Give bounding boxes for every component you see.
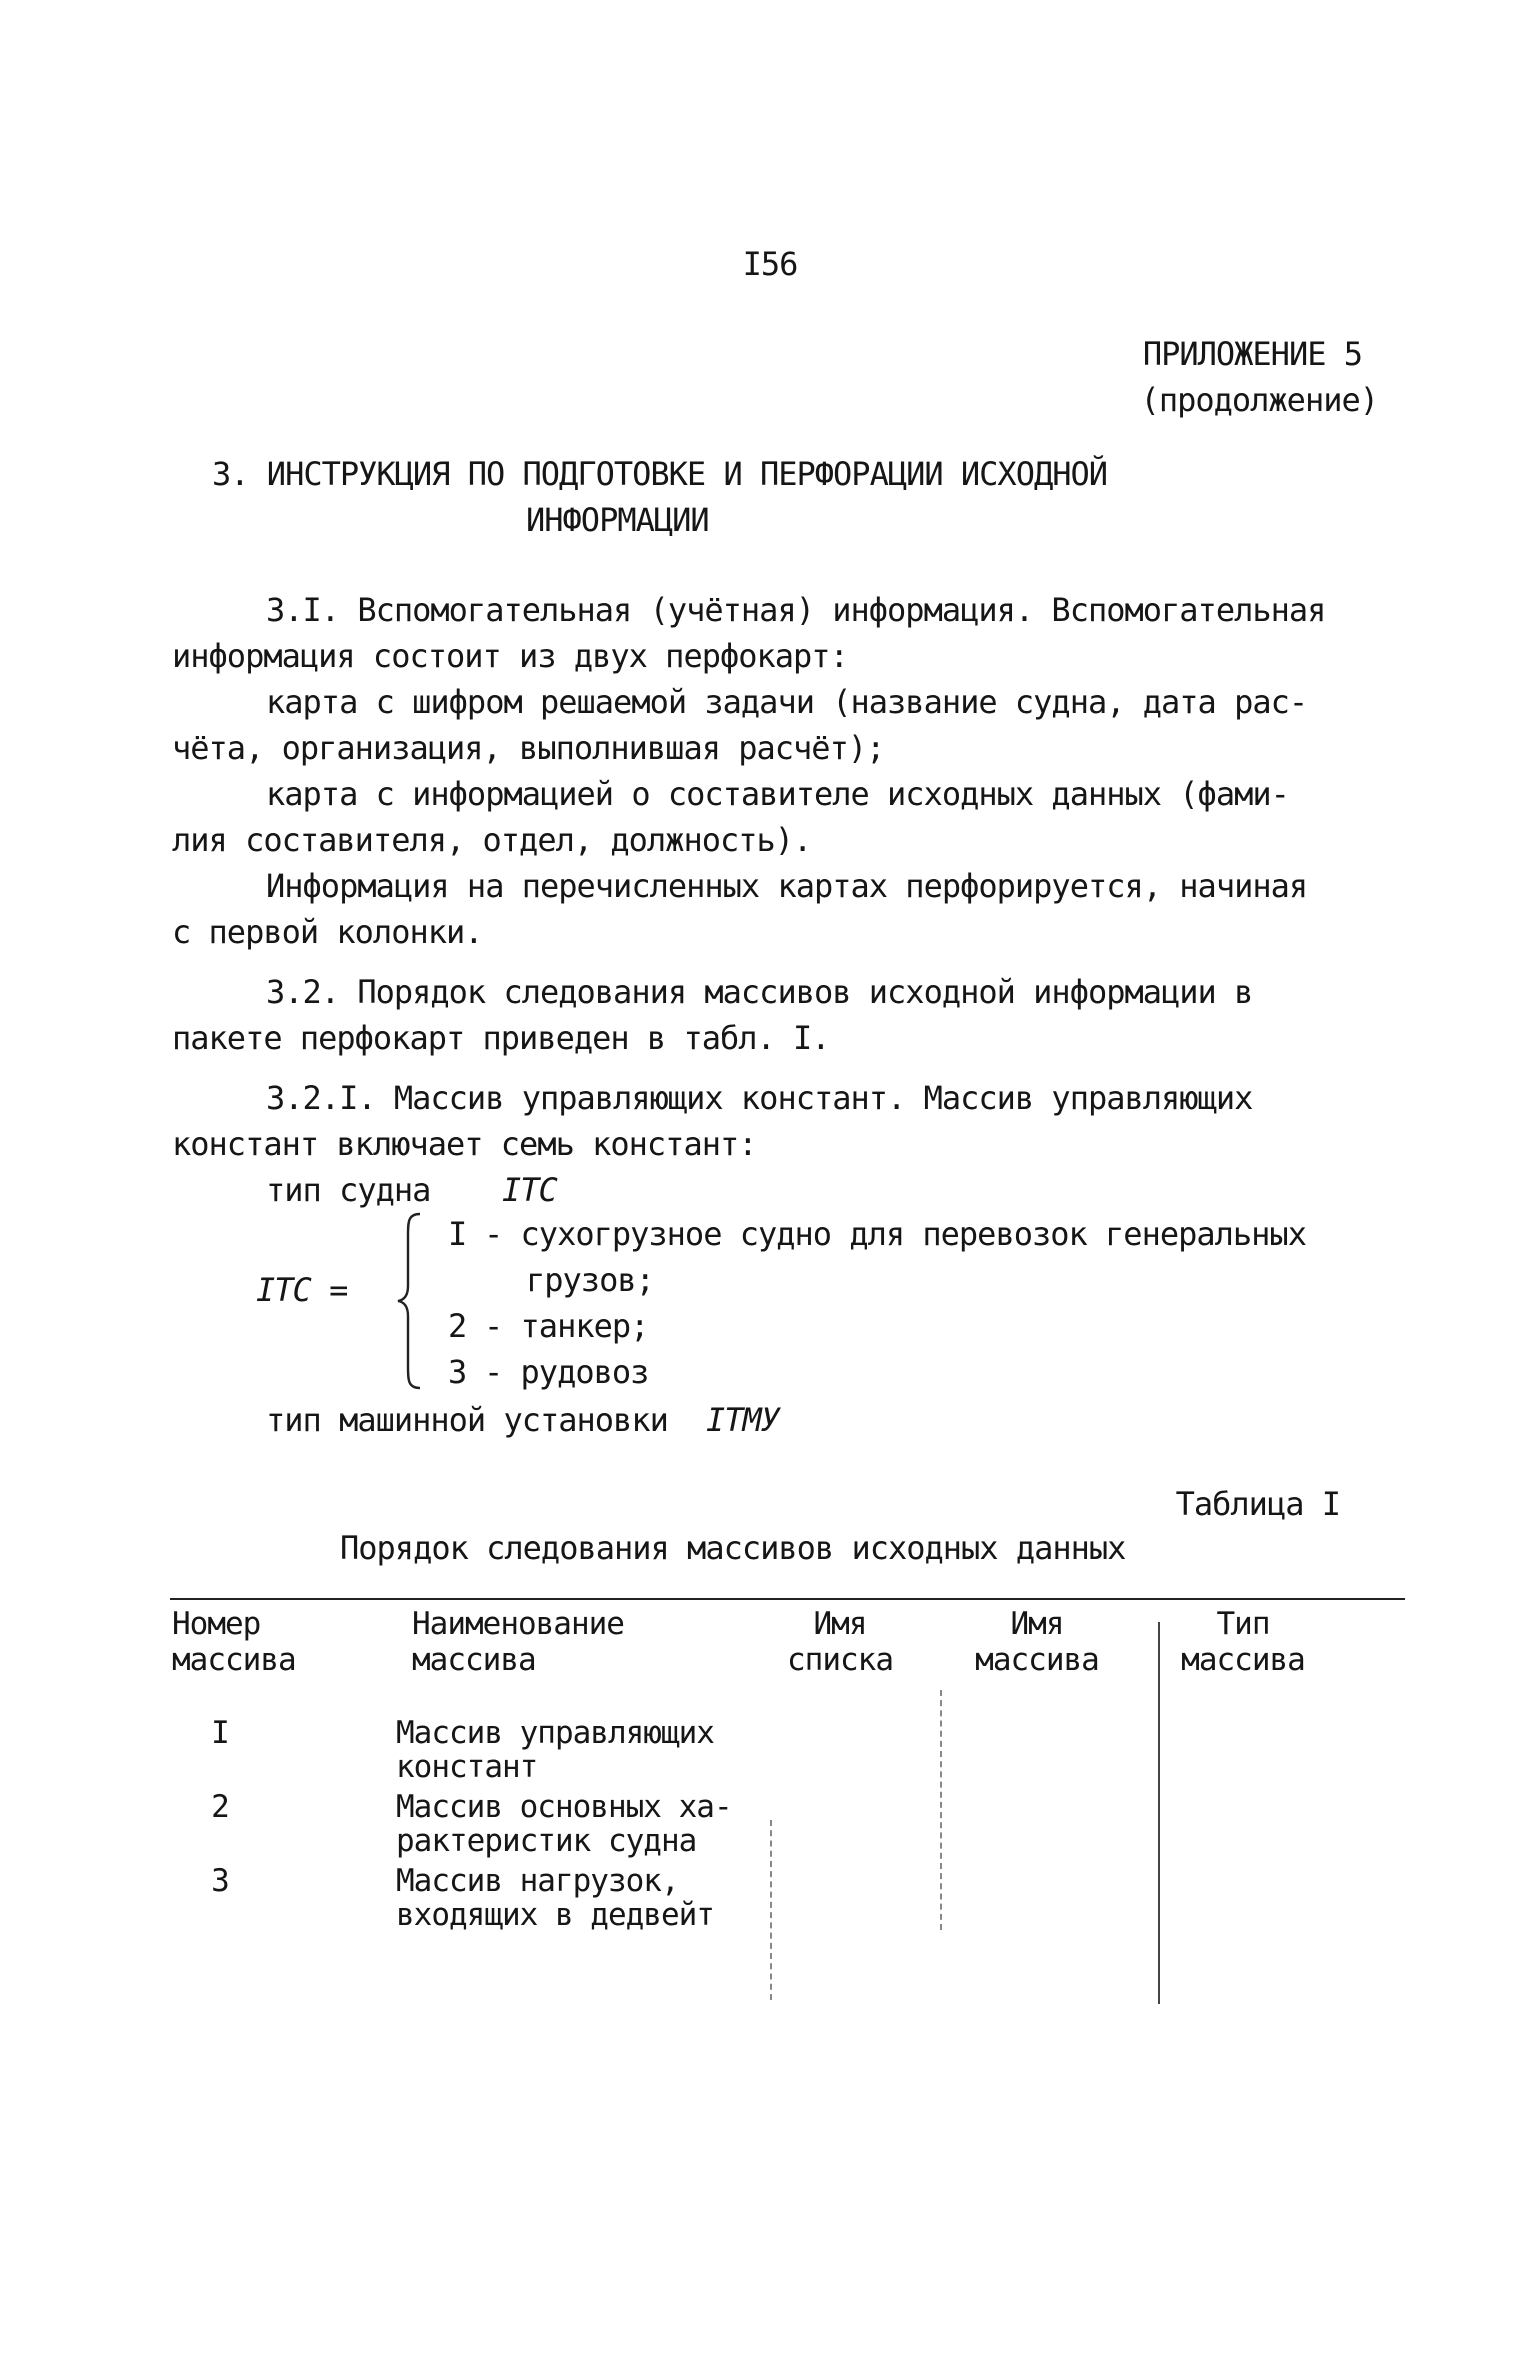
itc-option-3-text: - рудовоз (484, 1353, 649, 1391)
header-array-number-l2: массива (172, 1642, 296, 1678)
row-array-name-l2: рактеристик судна (396, 1823, 697, 1859)
page-number: I56 (742, 245, 798, 283)
section-heading-line2: ИНФОРМАЦИИ (526, 501, 709, 539)
itc-equation-label: ITC = (256, 1271, 348, 1309)
itc-option-2-text: - танкер; (484, 1307, 649, 1345)
header-list-name-l2: списка (787, 1642, 893, 1678)
header-list-name (770, 1606, 910, 1678)
para-card-cipher-l1: карта с шифром решаемой задачи (название судна, дата рас- (266, 683, 1308, 721)
header-array-number (172, 1606, 296, 1678)
para-card-author-l1: карта с информацией о составителе исходных данных (фами- (266, 775, 1289, 813)
itc-option-1-text-cont: грузов; (526, 1261, 654, 1299)
row-array-name-l1: Массив основных ха- (396, 1789, 732, 1825)
para-control-consts-l1: 3.2.I. Массив управляющих констант. Массив управляющих (266, 1079, 1253, 1117)
itc-option-3-number: 3 (448, 1353, 467, 1391)
column-divider-1 (770, 1820, 772, 2000)
itc-option-2-number: 2 (448, 1307, 467, 1345)
header-array-ident (962, 1606, 1112, 1678)
para-card-author-l2: лия составителя, отдел, должность). (172, 821, 812, 859)
row-array-name-l1: Массив нагрузок, (396, 1863, 679, 1899)
header-array-ident-l1: Имя (1010, 1606, 1064, 1642)
table-top-rule (170, 1598, 1405, 1600)
para-order-l1: 3.2. Порядок следования массивов исходной информации в (266, 973, 1253, 1011)
table-caption: Порядок следования массивов исходных данных (340, 1529, 1126, 1567)
row-array-name (396, 1716, 714, 1784)
column-divider-3 (1158, 1622, 1160, 2004)
row-array-name-l2: входящих в дедвейт (396, 1897, 714, 1933)
header-array-name (412, 1606, 624, 1678)
para-control-consts-l2: констант включает семь констант: (172, 1125, 757, 1163)
para-aux-info-l2: информация состоит из двух перфокарт: (172, 637, 848, 675)
column-divider-2 (940, 1690, 942, 1930)
para-aux-info-l1: 3.I. Вспомогательная (учётная) информация. Вспомогательная (266, 591, 1326, 629)
row-array-name (396, 1864, 714, 1932)
para-card-cipher-l2: чёта, организация, выполнившая расчёт); (172, 729, 885, 767)
appendix-title: ПРИЛОЖЕНИЕ 5 (1142, 335, 1362, 373)
ship-type-variable: ITC (502, 1171, 557, 1209)
header-array-type (1168, 1606, 1318, 1678)
para-punching-l1: Информация на перечисленных картах перфорируется, начиная (266, 867, 1308, 905)
row-number: 2 (211, 1789, 229, 1825)
header-array-type-l1: Тип (1216, 1606, 1270, 1642)
section-heading-line1: 3. ИНСТРУКЦИЯ ПО ПОДГОТОВКЕ И ПЕРФОРАЦИИ ИСХОДНОЙ (212, 455, 1108, 493)
engine-type-variable: ITMУ (706, 1401, 780, 1439)
header-array-name-l1: Наименование (412, 1606, 624, 1642)
row-array-name-l2: констант (396, 1749, 538, 1785)
header-array-type-l2: массива (1181, 1642, 1305, 1678)
curly-brace-icon (396, 1212, 422, 1390)
header-array-number-l1: Номер (172, 1606, 261, 1642)
header-array-ident-l2: массива (975, 1642, 1099, 1678)
header-array-name-l2: массива (412, 1642, 536, 1678)
row-array-name-l1: Массив управляющих (396, 1715, 714, 1751)
appendix-continued: (продолжение) (1140, 381, 1378, 419)
itc-option-1-text: - сухогрузное судно для перевозок генеральных (484, 1215, 1306, 1253)
row-number: 3 (211, 1863, 229, 1899)
engine-type-label: тип машинной установки (266, 1401, 668, 1439)
table-label: Таблица I (1175, 1485, 1340, 1523)
header-list-name-l1: Имя (813, 1606, 867, 1642)
itc-option-1-number: I (448, 1215, 467, 1253)
para-order-l2: пакете перфокарт приведен в табл. I. (172, 1019, 830, 1057)
ship-type-label: тип судна (266, 1171, 431, 1209)
row-number: I (211, 1715, 229, 1751)
para-punching-l2: с первой колонки. (172, 913, 483, 951)
row-array-name (396, 1790, 732, 1858)
